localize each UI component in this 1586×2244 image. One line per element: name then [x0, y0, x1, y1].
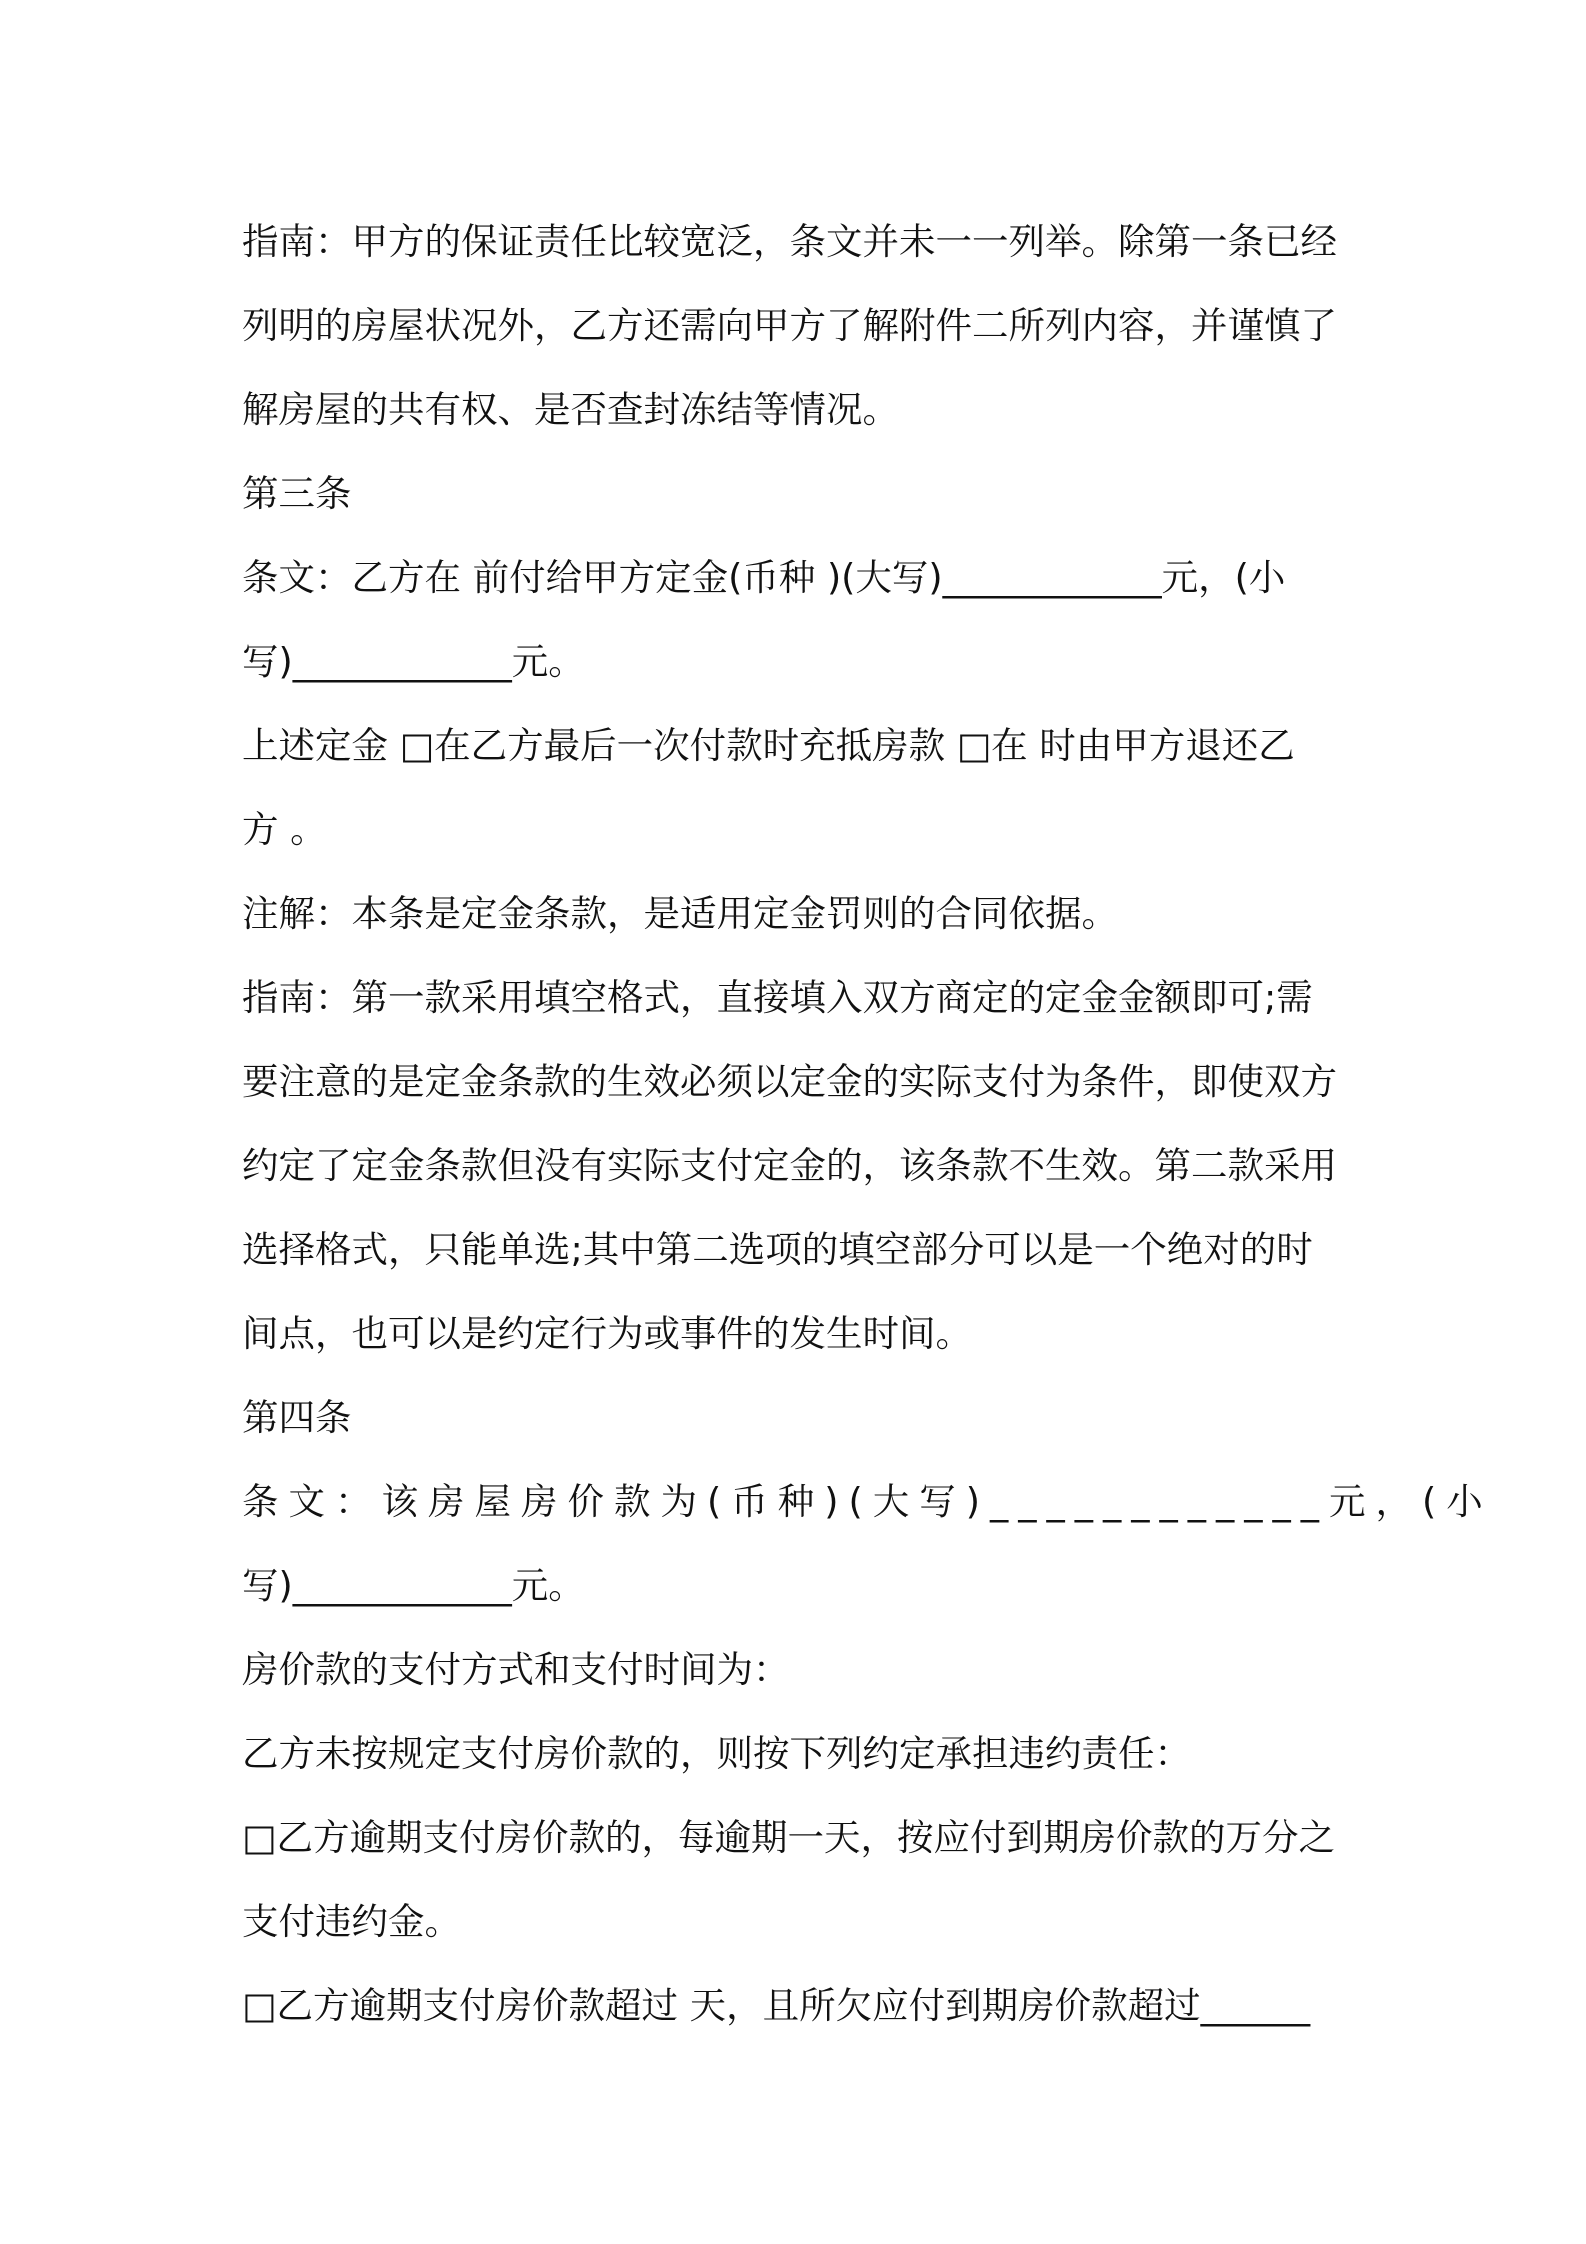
text-line: 方 。: [242, 808, 327, 851]
text-line: 乙方未按规定支付房价款的，则按下列约定承担违约责任：: [242, 1732, 1191, 1775]
article-4-text: [242, 1460, 1493, 1628]
article-4-heading: [242, 1376, 1354, 1460]
annotation-article-3: [242, 872, 1354, 956]
breach-option-2: [242, 1964, 1354, 2048]
breach-liability-intro: [242, 1712, 1354, 1796]
text-line: 解房屋的共有权、是否查封冻结等情况。: [242, 388, 899, 431]
text-line: 注解：本条是定金条款，是适用定金罚则的合同依据。: [242, 892, 1118, 935]
text-line: 间点，也可以是约定行为或事件的发生时间。: [242, 1312, 972, 1355]
text-line: □乙方逾期支付房价款的，每逾期一天，按应付到期房价款的万分之: [242, 1816, 1335, 1859]
text-line: 条文：该房屋房价款为(币种)(大写)____________元，(小: [242, 1480, 1493, 1523]
text-line: 条文：乙方在 前付给甲方定金(币种 )(大写)____________元，(小: [242, 556, 1286, 599]
text-line: 要注意的是定金条款的生效必须以定金的实际支付为条件，即使双方: [242, 1060, 1337, 1103]
text-line: 写)____________元。: [242, 1564, 585, 1607]
guide-paragraph-article-2: [242, 200, 1354, 452]
payment-method: [242, 1628, 1354, 1712]
text-line: □乙方逾期支付房价款超过 天，且所欠应付到期房价款超过______: [242, 1984, 1311, 2027]
text-line: 指南：第一款采用填空格式，直接填入双方商定的定金金额即可;需: [242, 976, 1313, 1019]
deposit-options: [242, 704, 1354, 872]
text-line: 支付违约金。: [242, 1900, 461, 1943]
document-page: [242, 200, 1493, 2048]
section-heading: 第四条: [242, 1396, 352, 1439]
text-line: 约定了定金条款但没有实际支付定金的，该条款不生效。第二款采用: [242, 1144, 1337, 1187]
breach-option-1: [242, 1796, 1354, 1964]
text-line: 上述定金 □在乙方最后一次付款时充抵房款 □在 时由甲方退还乙: [242, 724, 1295, 767]
guide-paragraph-article-3: [242, 956, 1354, 1376]
text-line: 写)____________元。: [242, 640, 585, 683]
section-heading: 第三条: [242, 472, 352, 515]
text-line: 指南：甲方的保证责任比较宽泛，条文并未一一列举。除第一条已经: [242, 220, 1337, 263]
text-line: 选择格式，只能单选;其中第二选项的填空部分可以是一个绝对的时: [242, 1228, 1313, 1271]
article-3-text: [242, 536, 1354, 704]
text-line: 房价款的支付方式和支付时间为：: [242, 1648, 790, 1691]
text-line: 列明的房屋状况外，乙方还需向甲方了解附件二所列内容，并谨慎了: [242, 304, 1337, 347]
article-3-heading: [242, 452, 1354, 536]
